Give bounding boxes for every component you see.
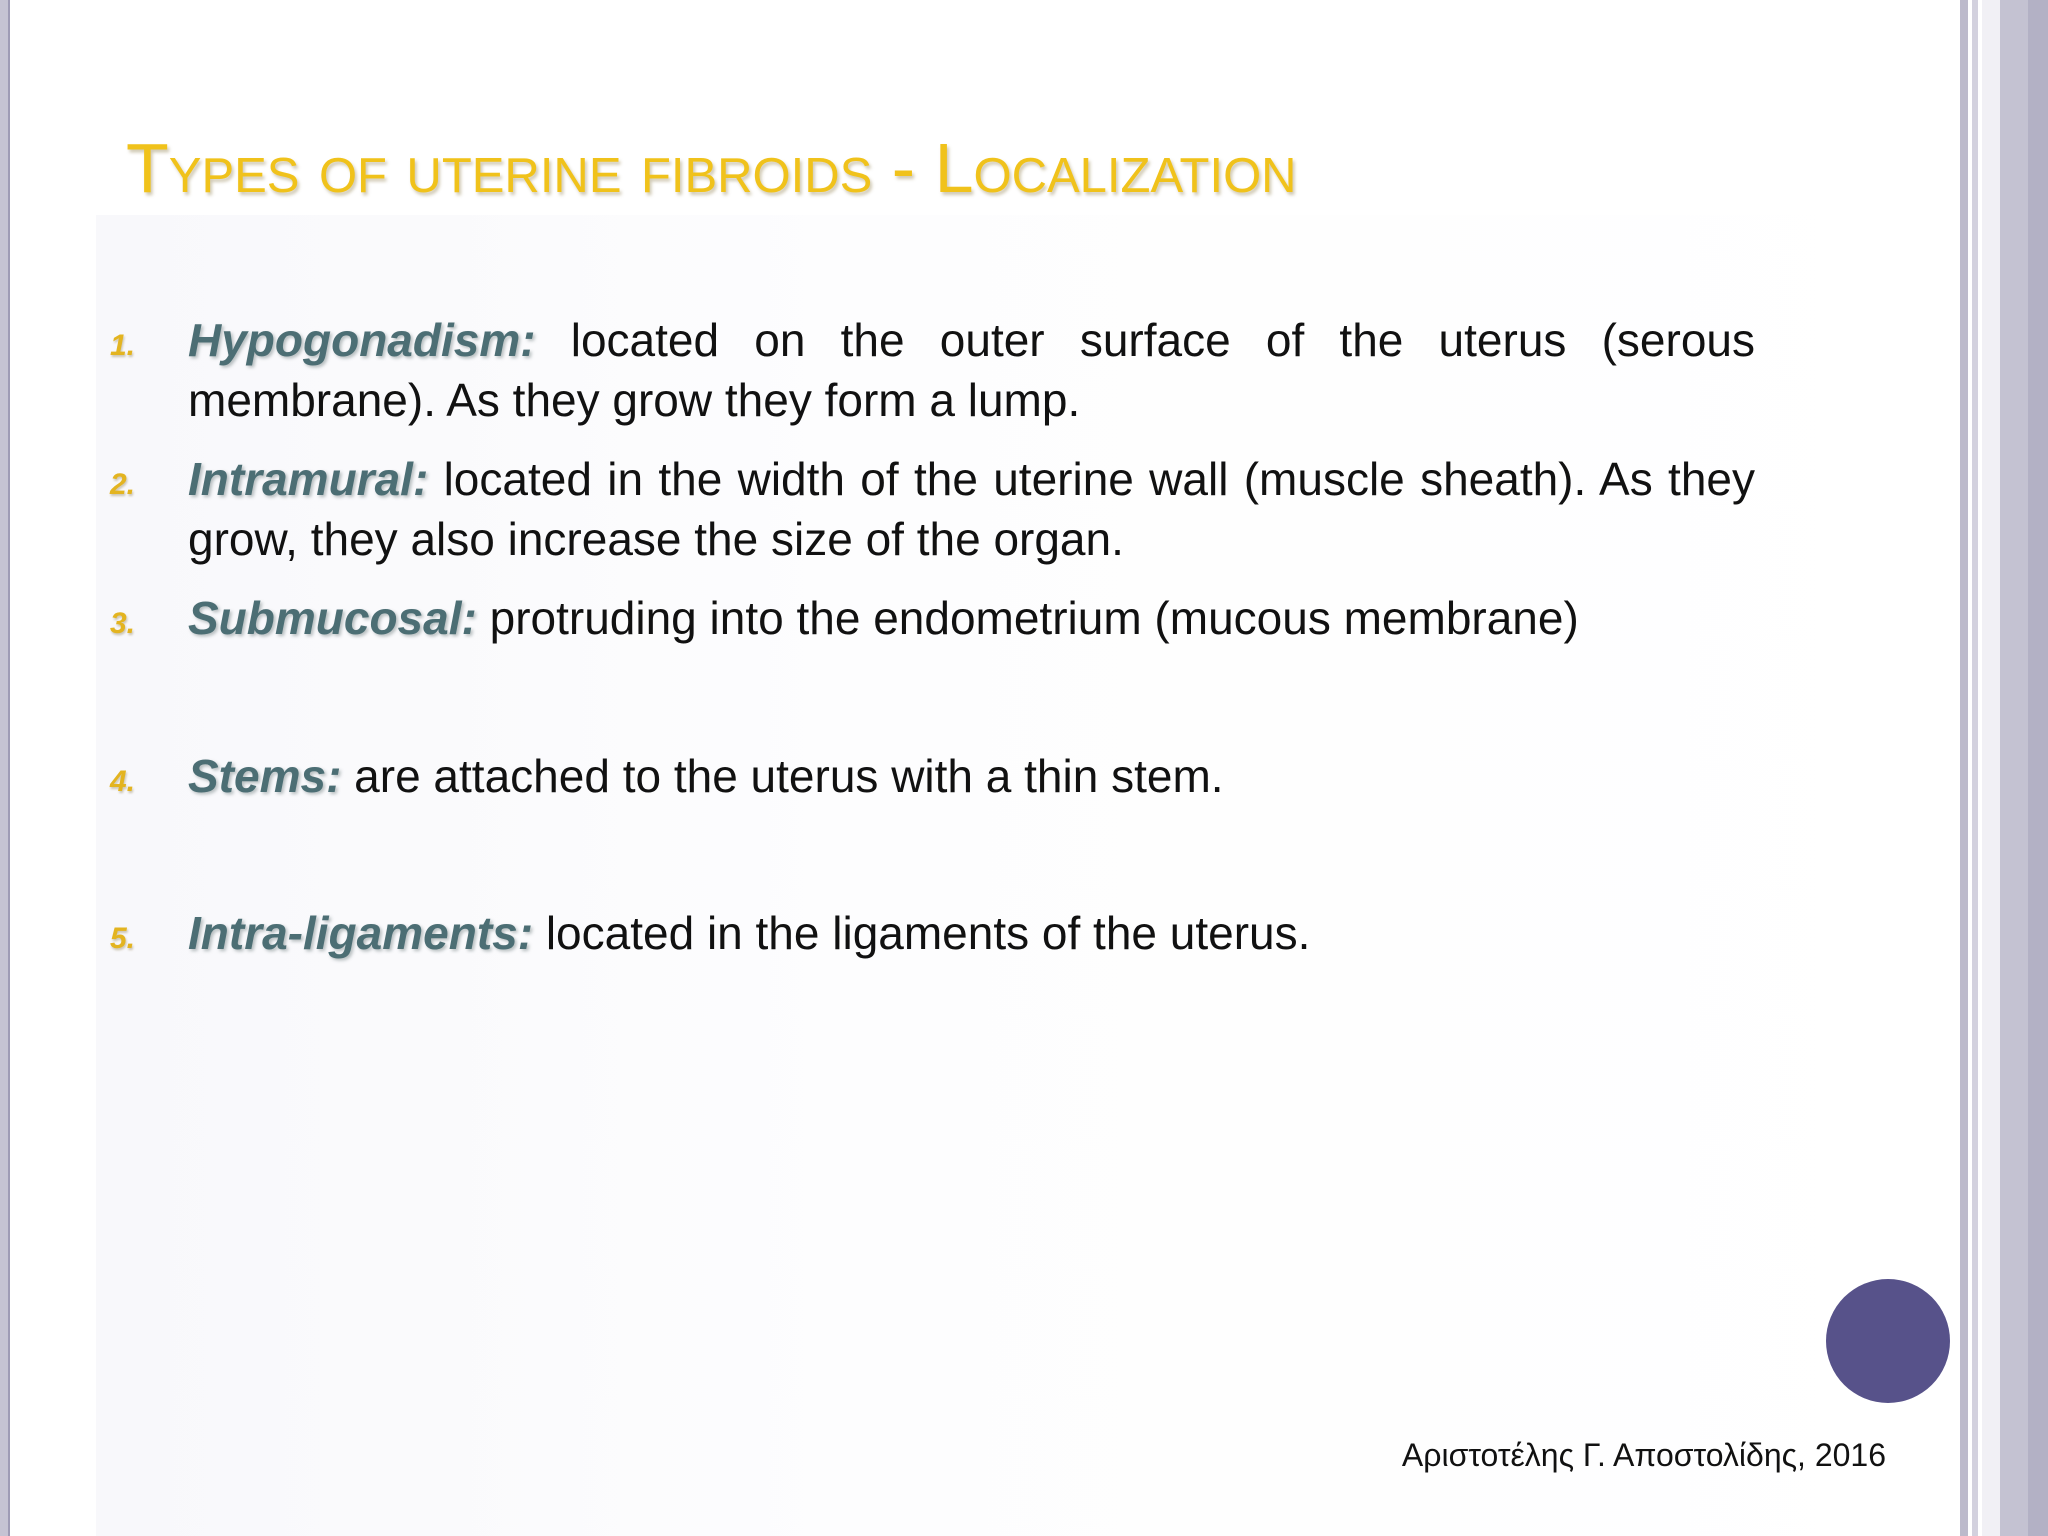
list-item bbox=[110, 588, 1755, 648]
item-number: 4. bbox=[110, 765, 136, 798]
stripe bbox=[1972, 0, 1978, 1536]
stripe bbox=[1982, 0, 2000, 1536]
stripe bbox=[1960, 0, 1968, 1536]
slide-title: Types of uterine fibroids - Localization bbox=[126, 129, 1297, 207]
item-term: Intra-ligaments: bbox=[188, 907, 534, 959]
item-text: protruding into the endometrium (mucous membrane) bbox=[476, 592, 1579, 644]
stripe bbox=[2028, 0, 2048, 1536]
list-item bbox=[110, 310, 1755, 430]
item-number: 1. bbox=[110, 329, 136, 362]
list-item bbox=[110, 903, 1755, 963]
item-number: 3. bbox=[110, 607, 136, 640]
list-item bbox=[110, 449, 1755, 569]
item-text: are attached to the uterus with a thin stem. bbox=[341, 750, 1224, 802]
decorative-circle bbox=[1826, 1279, 1950, 1403]
list-item bbox=[110, 746, 1755, 806]
item-number: 2. bbox=[110, 468, 136, 501]
item-text: located in the width of the uterine wall (muscle sheath). As they grow, they also increase the size of the organ. bbox=[188, 453, 1755, 565]
item-term: Hypogonadism: bbox=[188, 314, 536, 366]
footer-author: Αριστοτέλης Γ. Αποστολίδης, 2016 bbox=[1401, 1437, 1886, 1473]
item-number: 5. bbox=[110, 922, 136, 955]
right-border-stripes bbox=[1960, 0, 2048, 1536]
stripe bbox=[2000, 0, 2028, 1536]
item-text: located on the outer surface of the uterus (serous membrane). As they grow they form a lump. bbox=[188, 314, 1755, 426]
fibroid-types-list bbox=[110, 310, 1755, 963]
left-border-stripe bbox=[0, 0, 8, 1536]
item-term: Intramural: bbox=[188, 453, 429, 505]
item-term: Stems: bbox=[188, 750, 342, 802]
item-term: Submucosal: bbox=[188, 592, 477, 644]
item-text: located in the ligaments of the uterus. bbox=[533, 907, 1311, 959]
